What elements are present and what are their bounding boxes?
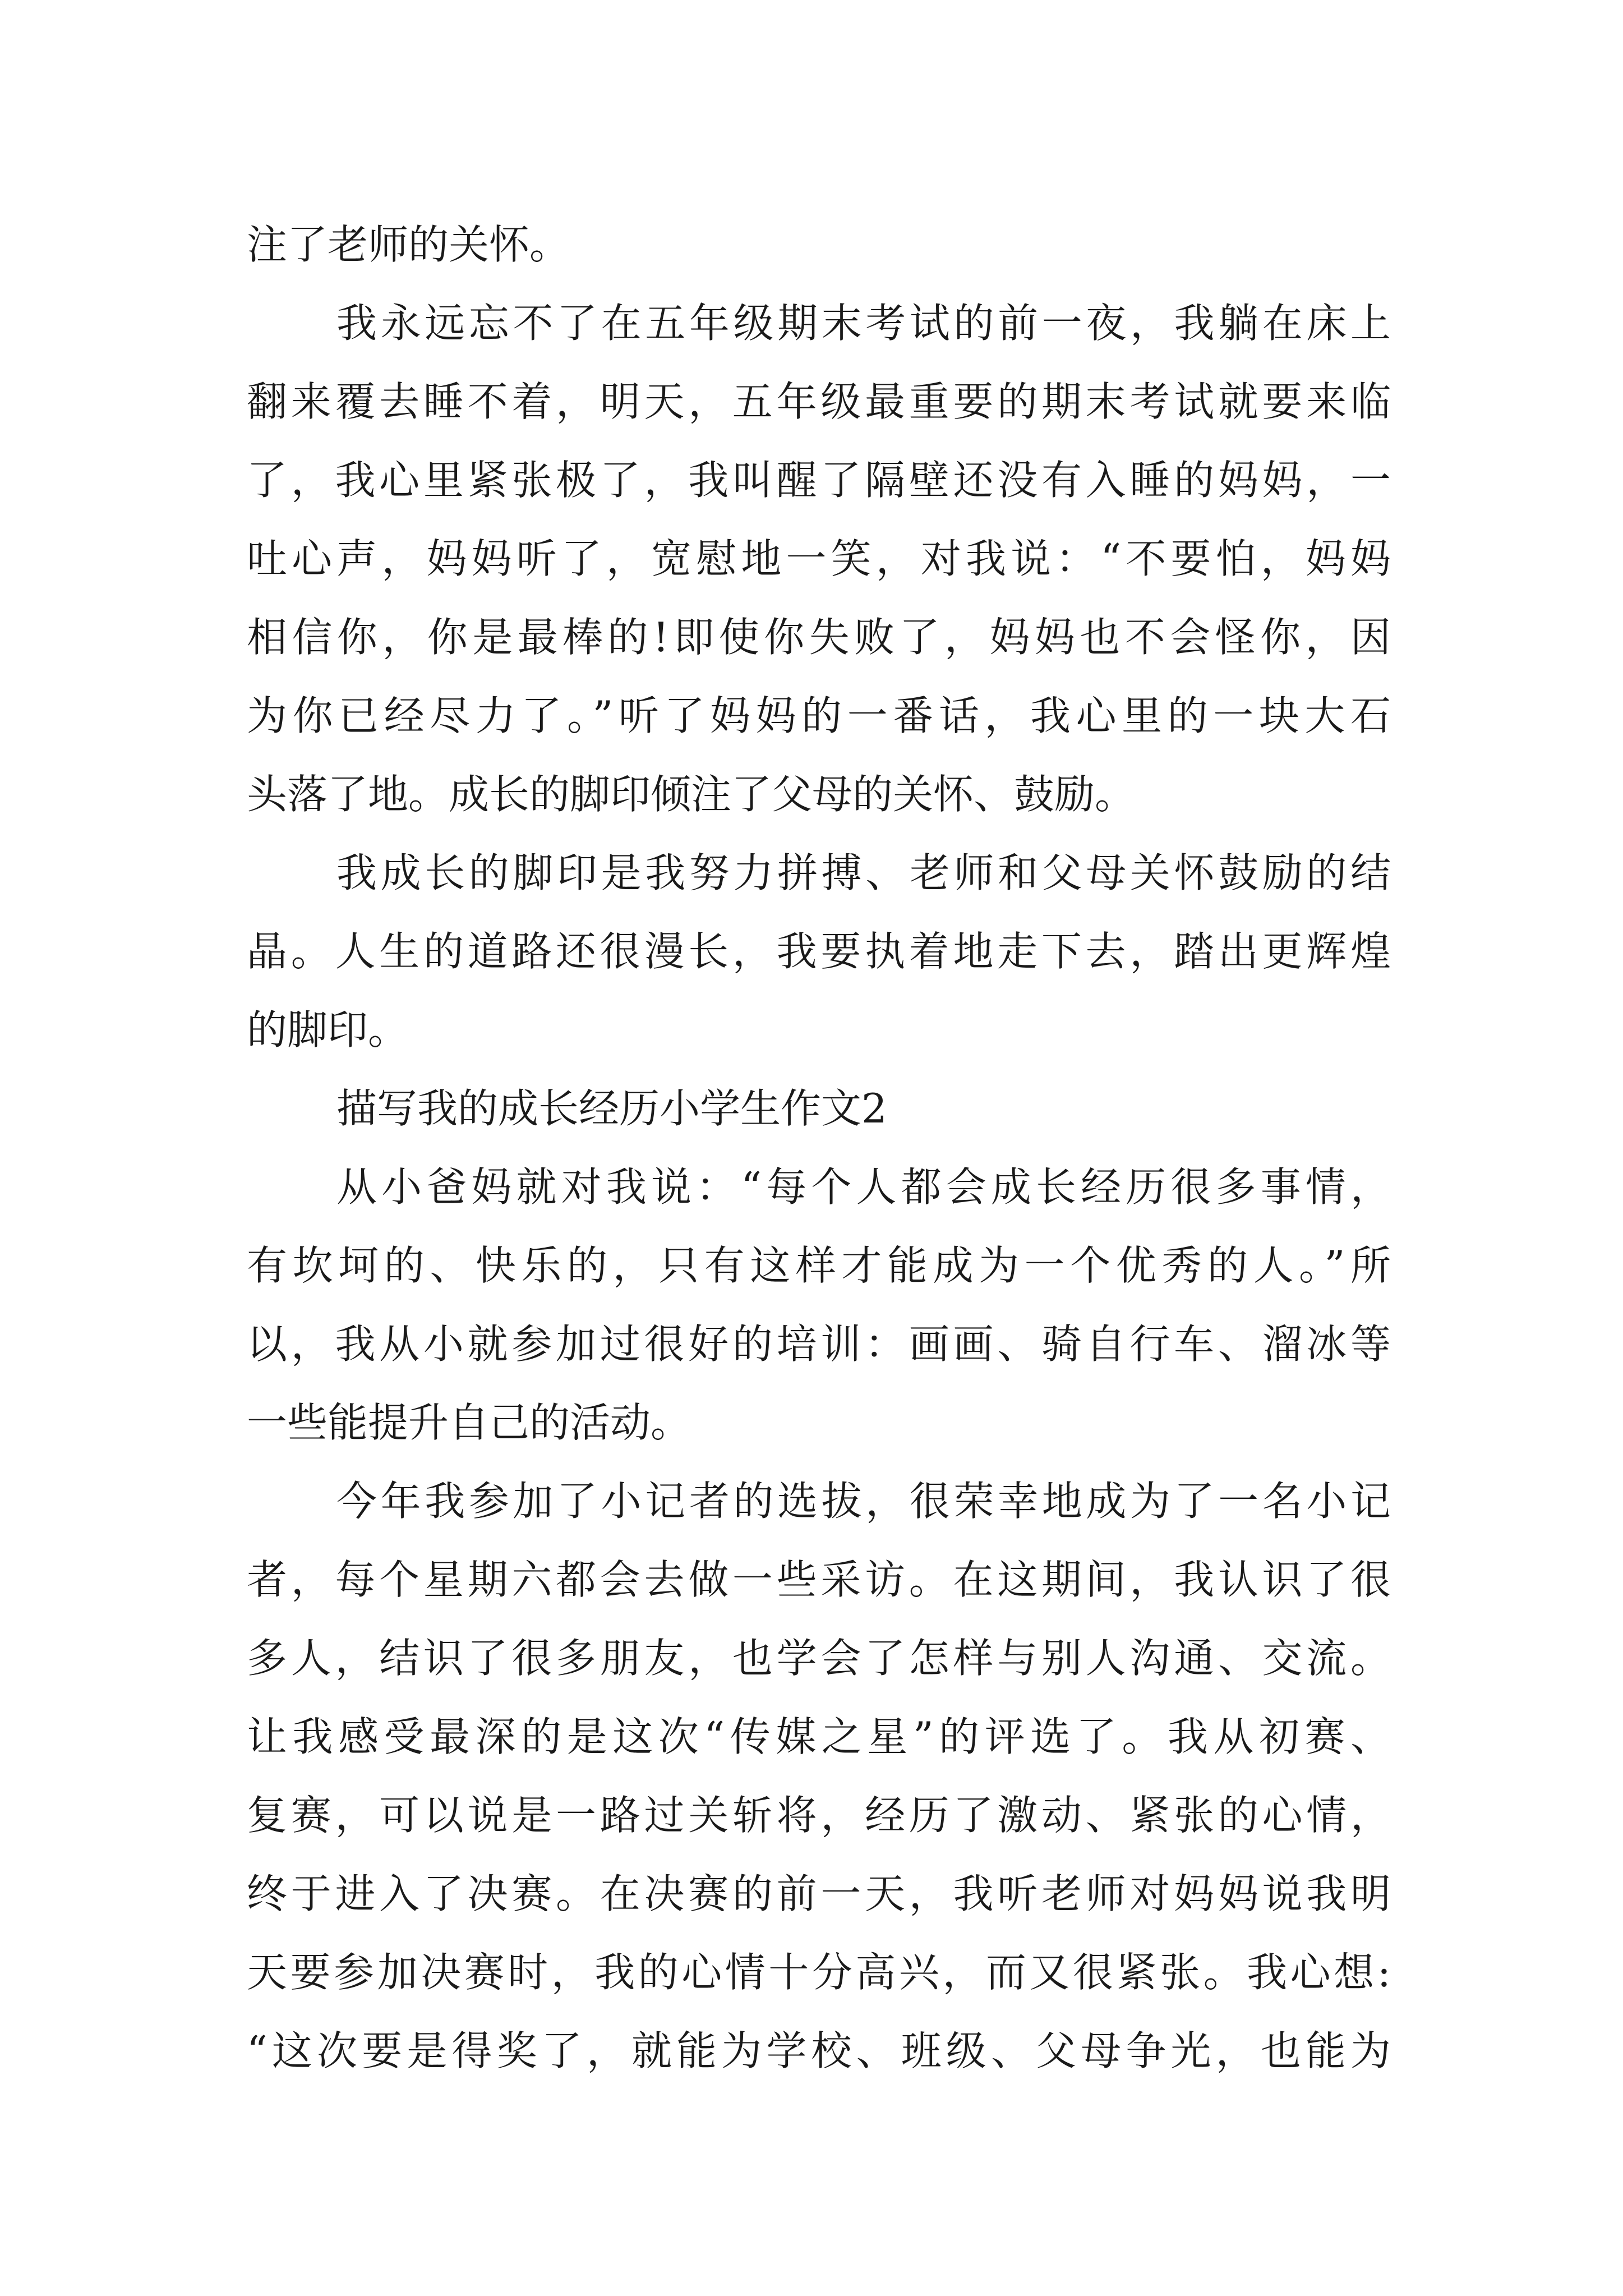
text-line: 了，我心里紧张极了，我叫醒了隔壁还没有入睡的妈妈，一 — [247, 457, 1391, 504]
text-line: 翻来覆去睡不着，明天，五年级最重要的期末考试就要来临 — [247, 378, 1391, 425]
text-line: 我成长的脚印是我努力拼搏、老师和父母关怀鼓励的结 — [336, 849, 1391, 896]
text-line: 一些能提升自己的活动。 — [247, 1399, 691, 1446]
text-line: 复赛，可以说是一路过关斩将，经历了激动、紧张的心情， — [247, 1792, 1391, 1839]
text-line: “这次要是得奖了，就能为学校、班级、父母争光，也能为 — [247, 2027, 1391, 2074]
text-line: 今年我参加了小记者的选拔，很荣幸地成为了一名小记 — [336, 1478, 1391, 1525]
text-line: 晶。人生的道路还很漫长，我要执着地走下去，踏出更辉煌 — [247, 928, 1391, 975]
text-line: 从小爸妈就对我说：“每个人都会成长经历很多事情， — [336, 1163, 1391, 1211]
text-line: 我永远忘不了在五年级期末考试的前一夜，我躺在床上 — [336, 300, 1391, 347]
text-line: 注了老师的关怀。 — [247, 221, 570, 268]
text-line: 吐心声，妈妈听了，宽慰地一笑，对我说：“不要怕，妈妈 — [247, 535, 1391, 582]
text-line: 以，我从小就参加过很好的培训：画画、骑自行车、溜冰等 — [247, 1320, 1391, 1368]
text-line: 让我感受最深的是这次“传媒之星”的评选了。我从初赛、 — [247, 1713, 1391, 1760]
text-line: 的脚印。 — [247, 1006, 409, 1053]
text-line: 者，每个星期六都会去做一些采访。在这期间，我认识了很 — [247, 1556, 1391, 1603]
text-line: 头落了地。成长的脚印倾注了父母的关怀、鼓励。 — [247, 771, 1136, 818]
text-line: 天要参加决赛时，我的心情十分高兴，而又很紧张。我心想: — [247, 1949, 1391, 1996]
text-line: 相信你，你是最棒的!即使你失败了，妈妈也不会怪你，因 — [247, 614, 1391, 661]
text-line: 有坎坷的、快乐的，只有这样才能成为一个优秀的人。”所 — [247, 1242, 1391, 1289]
section-heading: 描写我的成长经历小学生作文2 — [336, 1085, 887, 1132]
text-line: 终于进入了决赛。在决赛的前一天，我听老师对妈妈说我明 — [247, 1870, 1391, 1917]
text-line: 多人，结识了很多朋友，也学会了怎样与别人沟通、交流。 — [247, 1635, 1391, 1682]
text-line: 为你已经尽力了。”听了妈妈的一番话，我心里的一块大石 — [247, 692, 1391, 739]
